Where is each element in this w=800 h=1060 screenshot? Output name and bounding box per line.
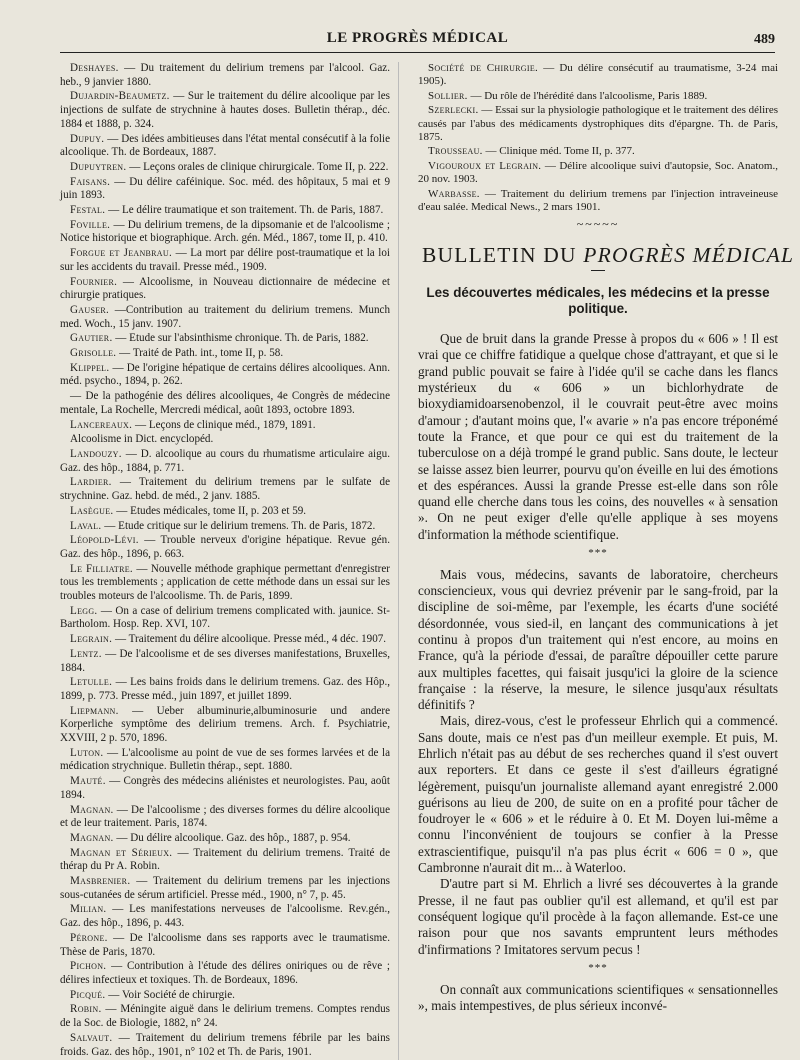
entry-text: — Etudes médicales, tome II, p. 203 et 59. xyxy=(116,504,307,517)
entry-text: — Voir Société de chirurgie. xyxy=(108,988,235,1001)
bibliography-entry xyxy=(60,247,390,274)
entry-text: — Etude sur l'absinthisme chronique. Th. de Paris, 1882. xyxy=(115,332,369,345)
entry-author: Léopold-Lévi. xyxy=(70,534,139,547)
entry-text: — Ueber albuminurie,albuminosurie und andere Korperliche symptôme des delirium tremens. Arch. f. Psychiatrie, XXVIII, 2 p. 570, 1896. xyxy=(60,704,390,745)
entry-author: Forgue et Jeanbrau. xyxy=(70,247,173,260)
bibliography-left-column xyxy=(60,62,399,1060)
entry-author: Liepmann. xyxy=(70,704,119,717)
entry-text: — De l'origine hépatique de certains délires alcooliques. Ann. méd. psycho., 1894, p. 262. xyxy=(60,361,390,388)
bibliography-entry xyxy=(60,304,390,331)
entry-author: Lancereaux. xyxy=(70,418,133,431)
entry-author: Pichon. xyxy=(70,960,107,973)
bibliography-entry xyxy=(60,133,390,160)
bibliography-entry xyxy=(418,160,778,187)
entry-text: — L'alcoolisme au point de vue de ses formes larvées et de la médication strychnique. Bulletin thérap., sept. 1880. xyxy=(60,746,390,773)
entry-text: — On a case of delirium tremens complicated with. jaunice. St-Bartholom. Hosp. Rep. XVI, 107. xyxy=(60,604,390,631)
entry-author: Deshayes. xyxy=(70,62,119,74)
entry-text: — Sur le traitement du délire alcoolique par les injections de sulfate de strychnine à hautes doses. Bulletin thérap., déc. 1884 et 1888, p. 324. xyxy=(60,90,390,130)
entry-author: Legrain. xyxy=(70,633,113,646)
entry-text: — Essai sur la physiologie pathologique et le traitement des délires causés par l'abus des médicaments dystrophiques dits d'épargne. Th. de Paris, 1875. xyxy=(418,104,779,144)
entry-text: — Trouble nerveux d'origine hépatique. Revue gén. Gaz. des hôp., 1896, p. 663. xyxy=(60,534,390,560)
bibliography-entry xyxy=(60,875,390,902)
entry-author: Lasègue. xyxy=(70,504,114,517)
entry-text: — Traitement du delirium tremens par le sulfate de strychnine. Gaz. hebd. de méd., 2 janv. 1885. xyxy=(60,476,390,503)
entry-author: Grisolle. xyxy=(70,347,117,360)
bibliography-entry xyxy=(60,534,390,561)
entry-author: Foville. xyxy=(70,218,111,231)
entry-text: — Contribution à l'étude des délires oniriques ou de rêve ; délires infectieux et toxiques. Th. de Bordeaux, 1896. xyxy=(60,960,390,986)
entry-text: — Traitement du délire alcoolique. Presse méd., 4 déc. 1907. xyxy=(114,633,387,646)
entry-author: Szerlecki. xyxy=(428,104,479,117)
bibliography-entry xyxy=(60,648,390,675)
bibliography-entry xyxy=(60,804,390,831)
article-title: Les découvertes médicales, les médecins et la presse politique. xyxy=(426,285,770,317)
entry-author: Vigouroux et Legrain. xyxy=(428,159,542,172)
article-paragraph: Que de bruit dans la grande Presse à propos du « 606 » ! Il est vrai que ce chiffre fatidique a quelque chose d'attrayant, et que si le grand public pouvait se faire à l'idée qu'il se cache dans les flancs mystérieux du « 606 » un bichlorhydrate de bioxydiamidoarsenobenzol, il le couvrait peut-être avec moins d'amour ; d'autant moins que, l'« avarie » n'a pas encore tréponémé toute la France, et que pour ce qui est du traitement de la tuberculose on a déjà trompé le grand public. Sans doute, le lecteur se laisse assez bien leurrer, pourvu qu'on éveille en lui des émotions et des espérances. Aussi la grande Presse est-elle dans son rôle quand elle cherche dans tous les coins, des nouvelles « à sensation ». On ne peut exiger d'elle qu'elle applique à ses moyens d'information la méthode scientifique. xyxy=(418,331,778,542)
article-section-2 xyxy=(418,567,778,958)
entry-text: — Du traitement du delirium tremens par l'alcool. Gaz. heb., 9 janvier 1880. xyxy=(60,62,390,88)
entry-text: — Congrès des médecins aliénistes et neurologistes. Pau, août 1894. xyxy=(60,775,390,801)
entry-text: — La mort par délire post-traumatique et la loi sur les accidents du travail. Presse méd., 1909. xyxy=(60,247,390,273)
bulletin-rule xyxy=(591,270,605,271)
entry-author: Warbasse. xyxy=(428,187,480,200)
entry-text: — Leçons orales de clinique chirurgicale. Tome II, p. 222. xyxy=(129,160,389,173)
entry-text: — D. alcoolique au cours du rhumatisme articulaire aigu. Gaz. des hôp., 1884, p. 771. xyxy=(60,447,390,474)
entry-text: — Alcoolisme, in Nouveau dictionnaire de médecine et chirurgie pratiques. xyxy=(60,275,390,302)
entry-text: — Leçons de clinique méd., 1879, 1891. xyxy=(134,418,316,431)
article-paragraph: Mais, direz-vous, c'est le professeur Ehrlich qui a commencé. Sans doute, mais ce n'est pas d'un meilleur exemple. Et puis, M. Ehrlich n'était pas au début de ses recherches quand il s'est ouvert aux reporters. Et dans ce geste il s'est d'ailleurs égratigné légèrement, puisqu'un journaliste allemand ayant enregistré 2.000 guérisons au lieu de 200, de suite on en a profité pour tâcher de foudroyer le « 606 » et le réduire à 0. Et M. Doyen lui-même a connu l'inconvénient de toujours se confier à la Presse extrascientifique, puisqu'il n'a pas plus écrit « 606 = 0 », que Cambronne n'aurait dit m... à Waterloo. xyxy=(418,713,778,876)
bibliography-entry xyxy=(60,419,390,433)
entry-author: Lentz. xyxy=(70,647,102,660)
entry-author: Fournier. xyxy=(70,275,118,288)
entry-text: — Clinique méd. Tome II, p. 377. xyxy=(485,145,635,158)
bibliography-entry xyxy=(60,62,390,89)
article-paragraph: Mais vous, médecins, savants de laboratoire, chercheurs consciencieux, vous qui devriez prévenir par le sang-froid, par la discipline de soi-même, par l'exemple, les écarts d'une société désordonnée, vous sied-il, en lançant des communications à jet continu à propos d'un traitement qui n'est encore, au moins en France, qu'à la période d'essai, de paraître dépouiller cette parure aux multiples facettes, qui faisait jusqu'ici la gloire de la science française : la réserve, la mesure, le silence jusqu'aux résultats définitifs ? xyxy=(418,566,778,713)
entry-text: — Etude critique sur le delirium tremens. Th. de Paris, 1872. xyxy=(104,519,376,532)
entry-text: — De l'alcoolisme et de ses diverses manifestations, Bruxelles, 1884. xyxy=(60,647,390,674)
bibliography-entry xyxy=(60,705,390,746)
bibliography-entry xyxy=(418,62,778,89)
bibliography-entry xyxy=(418,188,778,215)
entry-author: Salvaut. xyxy=(70,1031,113,1044)
entry-text: De la pathogénie des délires alcooliques, 4e Congrès de médecine mentale, La Rochelle, Mercredi médical, août 1893, octobre 1893. xyxy=(60,390,390,416)
entry-author: Faisans. xyxy=(70,175,111,188)
entry-text: — De l'alcoolisme dans ses rapports avec le traumatisme. Thèse de Paris, 1870. xyxy=(60,931,390,958)
entry-text: — Méningite aiguë dans le delirium tremens. Comptes rendus de la Soc. de Biologie, 1882, n° 24. xyxy=(60,1003,391,1030)
bibliography-entry xyxy=(60,633,390,647)
entry-text: — Traité de Path. int., tome II, p. 58. xyxy=(119,347,284,360)
bibliography-entry xyxy=(60,989,390,1003)
entry-author: Landouzy. xyxy=(70,447,122,460)
entry-author: Robin. xyxy=(70,1003,102,1016)
entry-author: Dupuy. xyxy=(70,132,105,145)
entry-author: Milian. xyxy=(70,903,107,916)
section-stars-1: *** xyxy=(588,547,608,560)
bibliography-entry xyxy=(60,204,390,218)
bibliography-entry xyxy=(60,563,390,604)
bibliography-entry xyxy=(60,960,390,987)
entry-text: — Traitement du delirium tremens par les injections sous-cutanées de sérum artificiel. Presse méd., 1900, n° 7, p. 45. xyxy=(60,875,390,901)
bibliography-entry xyxy=(60,276,390,303)
bibliography-entry xyxy=(60,520,390,534)
entry-text: — Du délire alcoolique. Gaz. des hôp., 1887, p. 954. xyxy=(116,831,351,844)
bibliography-entry xyxy=(418,90,778,103)
bulletin-journal-name: PROGRÈS MÉDICAL xyxy=(583,243,795,268)
entry-author: Festal. xyxy=(70,204,106,217)
entry-author: Gautier. xyxy=(70,332,113,345)
bulletin-prefix: BULLETIN DU xyxy=(422,243,577,268)
entry-text: — Le délire traumatique et son traitement. Th. de Paris, 1887. xyxy=(108,204,384,217)
entry-author: Trousseau. xyxy=(428,145,483,158)
bibliography-entry xyxy=(60,90,390,131)
bibliography-entry xyxy=(60,347,390,361)
entry-author: Sollier. xyxy=(428,89,468,102)
entry-author: Société de Chirurgie. xyxy=(428,62,539,74)
page-number: 489 xyxy=(754,32,775,47)
bibliography-entry xyxy=(60,505,390,519)
entry-author: Klippel. xyxy=(70,361,110,374)
entry-text: — Traitement du delirium tremens. Traité de thérap du Pr A. Robin. xyxy=(60,846,390,873)
bibliography-entry xyxy=(60,903,390,930)
bibliography-entry xyxy=(60,476,390,503)
bulletin-heading xyxy=(422,242,795,268)
entry-author: — xyxy=(70,390,82,403)
entry-text: —Contribution au traitement du delirium tremens. Munch med. Woch., 15 janv. 1907. xyxy=(60,303,390,330)
bibliography-entry xyxy=(60,605,390,632)
entry-author: Le Filliatre. xyxy=(70,562,133,575)
entry-author: Legg. xyxy=(70,604,98,617)
entry-text: — Du délire consécutif au traumatisme, 3-24 mai 1905). xyxy=(418,62,779,88)
entry-text: — Du rôle de l'hérédité dans l'alcoolisme, Paris 1889. xyxy=(470,89,708,102)
bibliography-right-column xyxy=(418,62,778,214)
bibliography-entry xyxy=(60,176,390,203)
article-section-3 xyxy=(418,982,778,1015)
bibliography-entry xyxy=(60,1003,390,1030)
entry-text: — De l'alcoolisme ; des diverses formes du délire alcoolique et de leur traitement. Paris, 1874. xyxy=(60,803,390,830)
bibliography-entry xyxy=(60,362,390,389)
entry-author: Magnan. xyxy=(70,803,114,816)
bibliography-entry xyxy=(60,775,390,802)
entry-text: — Les bains froids dans le delirium tremens. Gaz. des Hôp., 1899, p. 773. Presse méd., juin 1897, et juillet 1899. xyxy=(60,676,390,702)
entry-author: Gauser. xyxy=(70,303,110,316)
right-column xyxy=(418,62,795,1014)
entry-author: Laval. xyxy=(70,519,102,532)
bibliography-entry xyxy=(60,932,390,959)
entry-author: Masbrenier. xyxy=(70,875,131,888)
page-header xyxy=(60,30,775,53)
bibliography-entry xyxy=(60,332,390,346)
entry-text: — Nouvelle méthode graphique permettant d'enregistrer tous les tremblements ; application de cette méthode dans un essai sur les troubles moteurs de l'alcoolisme. Th. de Paris, 1899. xyxy=(60,562,390,603)
entry-author: Mauté. xyxy=(70,775,106,788)
entry-author: Pérone. xyxy=(70,931,108,944)
bibliography-entry xyxy=(60,832,390,846)
entry-author: Luton. xyxy=(70,746,104,759)
bibliography-entry xyxy=(60,390,390,417)
entry-author: Dujardin-Beaumetz. xyxy=(70,90,170,103)
entry-text: — Traitement du delirium tremens par l'injection intraveineuse d'eau salée. Medical News., 2 mars 1901. xyxy=(418,187,779,214)
ornament-divider: ~~~~~ xyxy=(576,217,620,232)
section-stars-2: *** xyxy=(588,961,608,974)
bibliography-entry xyxy=(60,676,390,703)
entry-text: Alcoolisme in Dict. encyclopéd. xyxy=(70,433,214,446)
entry-text: — Des idées ambitieuses dans l'état mental consécutif à la folie alcoolique. Th. de Bordeaux, 1887. xyxy=(60,132,391,159)
bibliography-entry xyxy=(60,847,390,874)
entry-author: Dupuytren. xyxy=(70,160,127,173)
entry-text: — Du delirium tremens, de la dipsomanie et de l'alcoolisme ; Notice historique et biographique. Arch. gén. Méd., 1867, tome II, p. 410. xyxy=(60,218,391,245)
bibliography-entry xyxy=(60,448,390,475)
running-title: LE PROGRÈS MÉDICAL xyxy=(326,30,509,46)
entry-author: Lardier. xyxy=(70,476,112,489)
bibliography-entry xyxy=(418,104,778,144)
entry-author: Letulle. xyxy=(70,676,113,689)
bibliography-entry xyxy=(60,219,390,246)
entry-author: Magnan. xyxy=(70,831,114,844)
entry-text: — Les manifestations nerveuses de l'alcoolisme. Rev.gén., Gaz. des hôp., 1896, p. 443. xyxy=(60,903,390,930)
entry-text: — Traitement du delirium tremens fébrile par les bains froids. Gaz. des hôp., 1901, n° 102 et Th. de Paris, 1901. xyxy=(60,1031,390,1058)
bibliography-entry xyxy=(60,747,390,774)
entry-author: Magnan et Sérieux. xyxy=(70,846,173,859)
bibliography-entry xyxy=(60,161,390,175)
article-paragraph: D'autre part si M. Ehrlich a livré ses découvertes à la grande Presse, il ne faut pas oublier qu'il est allemand, et qu'il est par conséquent logique qu'il procède à la façon allemande. Est-ce une raison pour que nos savants empruntent leurs méthodes d'infirmations ? Imitatores servum pecus ! xyxy=(418,876,778,957)
article-section-1 xyxy=(418,331,778,543)
bibliography-entry xyxy=(418,145,778,158)
entry-author: Picqué. xyxy=(70,988,106,1001)
article-paragraph: On connaît aux communications scientifiques « sensationnelles », mais intempestives, de plus sérieux inconvé- xyxy=(418,981,778,1013)
entry-text: — Du délire caféinique. Soc. méd. des hôpitaux, 5 mai et 9 juin 1893. xyxy=(60,175,390,202)
bibliography-entry xyxy=(60,433,390,447)
entry-text: — Délire alcoolique suivi d'autopsie, Soc. Anatom., 20 nov. 1903. xyxy=(418,159,778,186)
